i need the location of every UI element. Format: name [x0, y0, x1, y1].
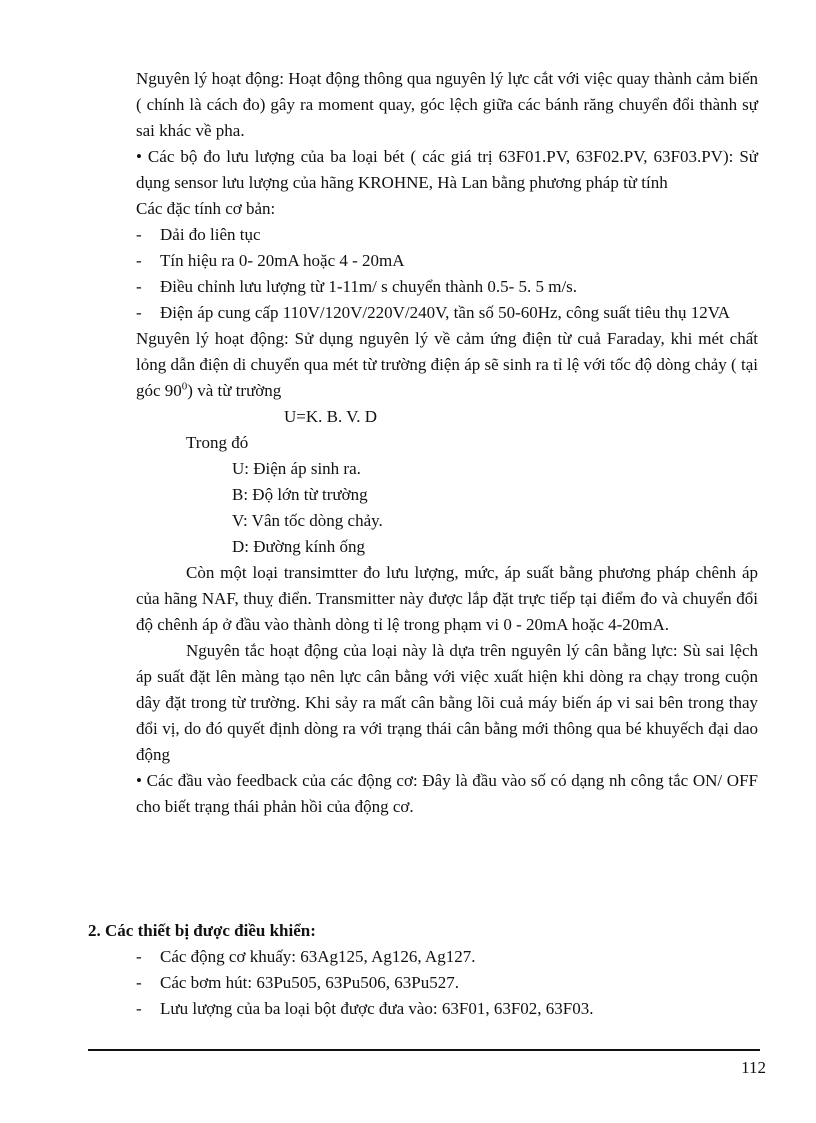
- balance-principle-paragraph: Nguyên tắc hoạt động của loại này là dựa trên nguyên lý cân bằng lực: Sù sai lệch áp suất đặt lên màng tạo nên lực cân bằng với việc xuất hiện khi dòng ra chạy trong cuộn dây đặt trong từ trường. Khi sảy ra mất cân bằng lõi cuả máy biến áp vi sai bên trong thay đổi vị, do đó quyết định dòng ra với trạng thái cân bằng mới thông qua bé khuyếch đại dao động: [136, 641, 758, 764]
- list-item: [136, 248, 758, 274]
- operating-principle-paragraph: Nguyên lý hoạt động: Hoạt động thông qua nguyên lý lực cắt với việc quay thành cảm biến ( chính là cách đo) gây ra moment quay, góc lệch giữa các bánh răng chuyển đổi thành sự sai khác về pha.: [136, 69, 758, 140]
- features-heading: Các đặc tính cơ bản:: [136, 199, 276, 218]
- list-item-text: Tín hiệu ra 0- 20mA hoặc 4 - 20mA: [160, 251, 405, 270]
- footer-divider: [88, 1049, 760, 1051]
- list-item: [136, 944, 768, 970]
- section-heading: 2. Các thiết bị được điều khiển:: [88, 921, 316, 940]
- controlled-devices-section: [88, 918, 768, 1022]
- list-item-text: Các động cơ khuấy: 63Ag125, Ag126, Ag127.: [160, 947, 476, 966]
- list-item-text: Các bơm hút: 63Pu505, 63Pu506, 63Pu527.: [160, 973, 459, 992]
- degree-superscript: 0: [181, 380, 188, 393]
- dash-marker: -: [136, 277, 142, 296]
- definition-item: V: Vân tốc dòng chảy.: [232, 511, 383, 530]
- definition-item: U: Điện áp sinh ra.: [232, 459, 361, 478]
- where-label: Trong đó: [186, 433, 249, 452]
- features-list: [136, 222, 758, 326]
- faraday-paragraph: [136, 326, 758, 404]
- dash-marker: -: [136, 973, 142, 992]
- dash-marker: -: [136, 303, 142, 322]
- list-item-text: Điện áp cung cấp 110V/120V/220V/240V, tần số 50-60Hz, công suất tiêu thụ 12VA: [160, 303, 731, 322]
- list-item: [136, 222, 758, 248]
- faraday-text: Nguyên lý hoạt động: Sử dụng nguyên lý về cảm ứng điện từ cuả Faraday, khi mét chất lỏng dẫn điện di chuyển qua mét từ trường điện áp sẽ sinh ra tỉ lệ với tốc độ dòng chảy ( tại góc 90: [136, 329, 758, 400]
- dash-marker: -: [136, 999, 142, 1018]
- page-number: 112: [741, 1058, 766, 1077]
- list-item: [136, 274, 758, 300]
- dash-marker: -: [136, 225, 142, 244]
- list-item-text: Lưu lượng của ba loại bột được đưa vào: 63F01, 63F02, 63F03.: [160, 999, 594, 1018]
- faraday-text-end: ) và từ trường: [187, 381, 282, 400]
- list-item: [136, 996, 768, 1022]
- dash-marker: -: [136, 251, 142, 270]
- transmitter-paragraph: Còn một loại transimtter đo lưu lượng, mức, áp suất bằng phương pháp chênh áp của hãng NAF, thuỵ điển. Transmitter này được lắp đặt trực tiếp tại điểm đo và chuyển đổi độ chênh áp ở đầu vào thành dòng tỉ lệ trong phạm vi 0 - 20mA hoặc 4-20mA.: [136, 563, 758, 634]
- formula: U=K. B. V. D: [284, 407, 378, 426]
- flow-meter-bullet: • Các bộ đo lưu lượng của ba loại bét ( các giá trị 63F01.PV, 63F02.PV, 63F03.PV): Sử dụng sensor lưu lượng của hãng KROHNE, Hà Lan bằng phương pháp từ tính: [136, 147, 758, 192]
- list-item-text: Dải đo liên tục: [160, 225, 261, 244]
- dash-marker: -: [136, 947, 142, 966]
- list-item-text: Điều chỉnh lưu lượng từ 1-11m/ s chuyển thành 0.5- 5. 5 m/s.: [160, 277, 578, 296]
- definition-item: D: Đường kính ống: [232, 537, 365, 556]
- body-text: [136, 66, 758, 820]
- controlled-devices-list: [136, 944, 768, 1022]
- feedback-bullet: • Các đầu vào feedback của các động cơ: Đây là đầu vào số có dạng nh công tắc ON/ OFF cho biết trạng thái phản hồi của động cơ.: [136, 771, 758, 816]
- list-item: [136, 970, 768, 996]
- definition-item: B: Độ lớn từ trường: [232, 485, 368, 504]
- list-item: [136, 300, 758, 326]
